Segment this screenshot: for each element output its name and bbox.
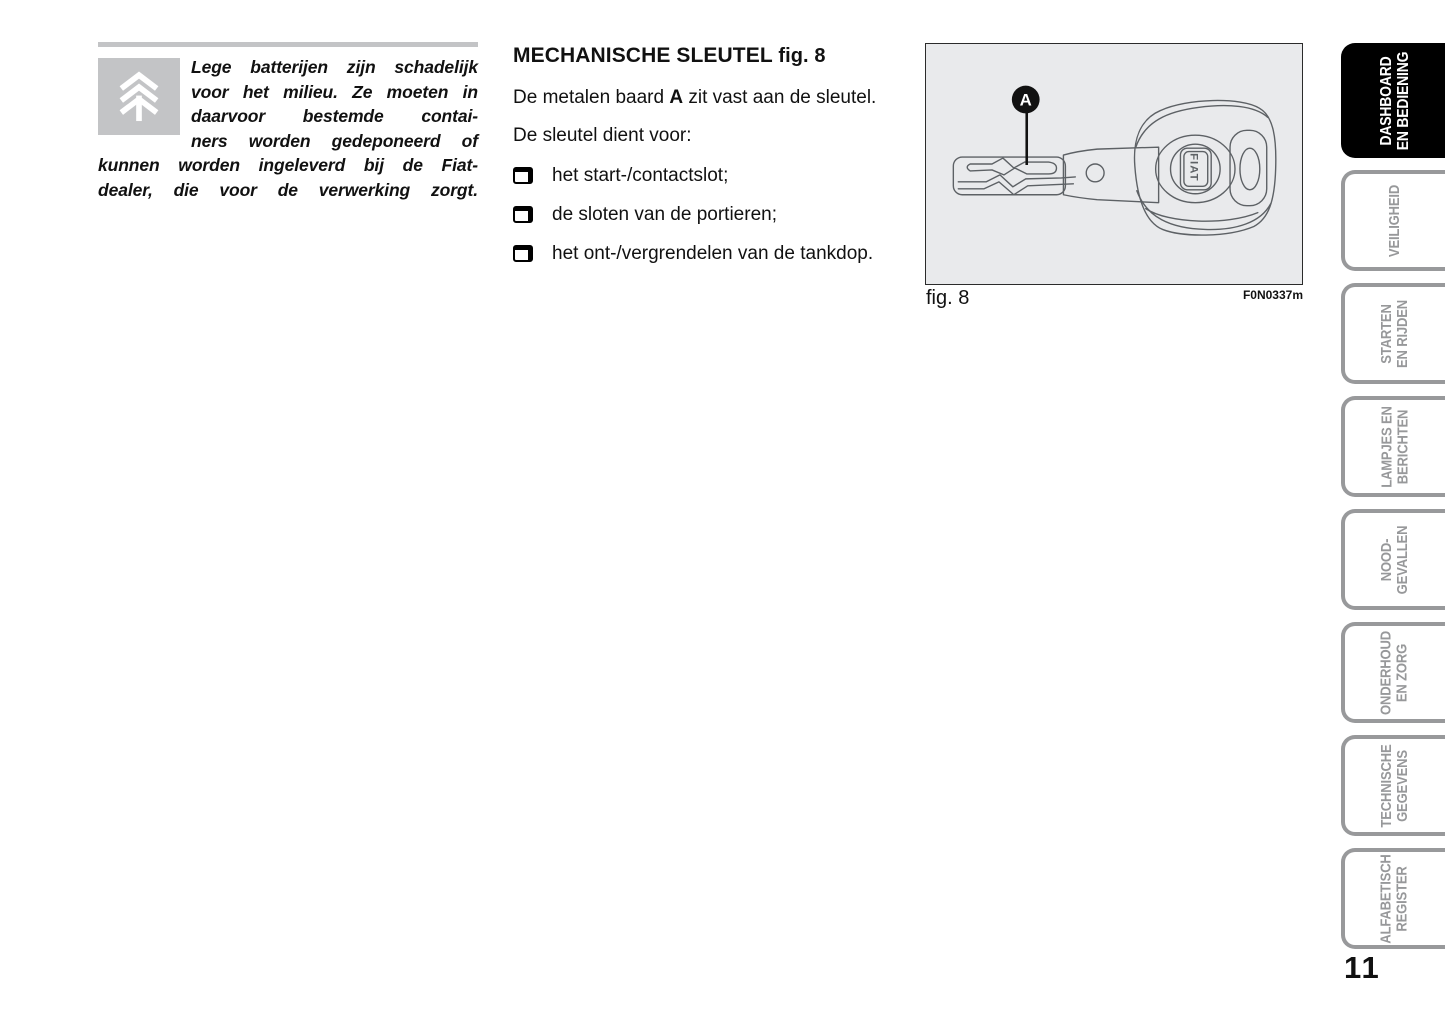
tab-label [1379,406,1411,488]
section-title-text: MECHANISCHE SLEUTEL [513,44,773,67]
fiat-logo-text: FIAT [1187,153,1200,182]
note-line: kunnen worden ingeleverd bij de Fiat- [98,155,478,175]
tab-label-line: GEGEVENS [1394,749,1411,822]
tab-label-line: NOOD- [1379,538,1395,581]
shadowed-square-bullet-icon [513,206,533,223]
tab-label [1379,854,1411,943]
paragraph-key-purpose: De sleutel dient voor: [513,125,692,146]
tab-label [1379,299,1411,367]
list-item [513,164,895,188]
tab-label-line: BERICHTEN [1394,409,1411,484]
paragraph-text: De metalen baard [513,87,670,108]
list-item [513,242,895,266]
tab-label [1378,51,1412,150]
page-number: 11 [1344,950,1381,985]
note-top-rule [98,42,478,47]
tab-label-line: VEILIGHEID [1387,184,1403,257]
tab-onderhoud-en-zorg[interactable] [1341,622,1445,723]
tab-veiligheid[interactable] [1341,170,1445,271]
key-illustration [926,44,1302,284]
tab-label-line: LAMPJES EN [1378,405,1395,488]
key-usage-list [513,164,895,266]
note-line: voor het milieu. Ze moeten in [191,81,478,102]
tab-noodgevallen[interactable] [1341,509,1445,610]
tab-starten-en-rijden[interactable] [1341,283,1445,384]
tab-label-line: EN RIJDEN [1395,299,1411,368]
tab-label-line: REGISTER [1395,865,1411,932]
tab-label-line: EN ZORG [1394,643,1411,702]
list-item [513,203,895,227]
tab-lampjes-en-berichten[interactable] [1341,396,1445,497]
tab-label-line: ONDERHOUD [1378,630,1395,715]
tab-label-line: STARTEN [1379,303,1395,364]
note-line: ners worden gedeponeerd of [191,130,478,151]
tab-label-line: TECHNISCHE [1378,743,1395,828]
tab-label [1379,631,1411,715]
tab-alfabetisch-register[interactable] [1341,848,1445,949]
tab-label-line: GEVALLEN [1395,525,1411,594]
battery-note [98,42,478,202]
list-item-label: de sloten van de portieren; [552,204,777,225]
note-line: dealer, die voor de verwerking zorgt. [98,179,478,200]
figure-8-image [925,43,1303,285]
callout-letter-inline: A [669,87,684,108]
callout-a-letter: A [1019,90,1032,110]
tab-label [1387,184,1403,256]
paragraph-text: zit vast aan de sleutel. [683,87,877,108]
tab-label [1379,525,1411,594]
tab-label-line: ALFABETISCH [1379,853,1395,944]
tab-label-line: EN BEDIENING [1395,51,1412,150]
list-item-label: het ont-/vergrendelen van de tankdop. [552,243,874,264]
tab-label-line: DASHBOARD [1378,55,1395,146]
tab-dashboard-en-bediening[interactable] [1341,43,1445,158]
main-text-column [513,43,895,281]
shadowed-square-bullet-icon [513,167,533,184]
paragraph-key-blade [513,86,895,110]
figure-reference: fig. 8 [778,45,826,67]
tab-label [1379,744,1411,827]
tab-technische-gegevens[interactable] [1341,735,1445,836]
section-title [513,43,895,69]
section-tab-rail [1341,43,1445,949]
figure-caption: fig. 8 [926,287,970,309]
fir-tree-recycling-icon [98,58,180,135]
figure-code: F0N0337m [1242,288,1303,302]
note-line: Lege batterijen zijn schadelijk [191,57,478,77]
shadowed-square-bullet-icon [513,245,533,262]
list-item-label: het start-/contactslot; [552,165,729,186]
note-line: daarvoor bestemde contai- [191,106,478,126]
